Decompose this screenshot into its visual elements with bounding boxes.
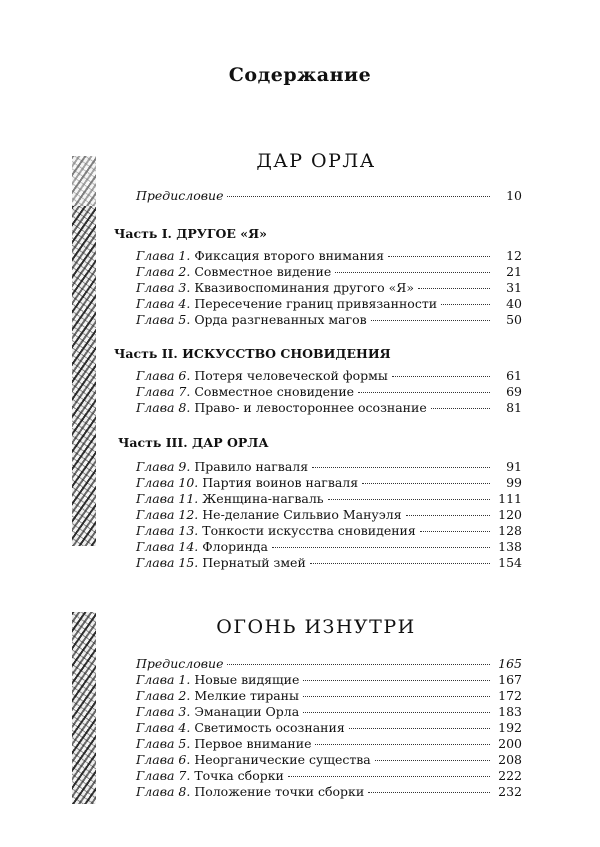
toc-row[interactable]	[136, 704, 522, 720]
page-number: 200	[498, 736, 522, 751]
dot-leader	[303, 680, 490, 681]
chapter-num: Глава 6.	[136, 368, 191, 383]
chapter-num: Глава 1.	[136, 672, 191, 687]
chapter-title: Светимость осознания	[194, 720, 345, 735]
dot-leader	[441, 304, 490, 305]
toc-row[interactable]	[136, 768, 522, 784]
page-number: 165	[498, 656, 522, 671]
chapter-num: Глава 8.	[136, 784, 191, 799]
toc-row[interactable]	[136, 656, 522, 672]
chapter-title: Положение точки сборки	[194, 784, 365, 799]
chapter-title: Право- и левостороннее осознание	[194, 400, 427, 415]
page-number: 69	[506, 384, 522, 399]
page-number: 61	[506, 368, 522, 383]
chapter-title: Совместное видение	[194, 264, 332, 279]
dot-leader	[303, 696, 490, 697]
chapter-num: Глава 5.	[136, 312, 191, 327]
chapter-num: Глава 3.	[136, 280, 191, 295]
ornament-strip-book1	[72, 206, 96, 546]
page-number: 208	[498, 752, 522, 767]
dot-leader	[362, 483, 490, 484]
dot-leader	[227, 196, 490, 197]
dot-leader	[272, 547, 490, 548]
chapter-num: Глава 10.	[136, 475, 199, 490]
toc-row[interactable]	[136, 312, 522, 328]
chapter-title: Правило нагваля	[194, 459, 309, 474]
chapter-num: Глава 5.	[136, 736, 191, 751]
toc-row[interactable]	[136, 555, 522, 571]
dot-leader	[349, 728, 490, 729]
chapter-title: Квазивоспоминания другого «Я»	[194, 280, 414, 295]
chapter-title: Женщина-нагваль	[202, 491, 324, 506]
toc-row[interactable]	[136, 264, 522, 280]
chapter-num: Глава 1.	[136, 248, 191, 263]
chapter-title: Тонкости искусства сновидения	[202, 523, 416, 538]
toc-row[interactable]	[136, 752, 522, 768]
toc-part-3	[136, 459, 522, 571]
page-number: 232	[498, 784, 522, 799]
page-number: 12	[506, 248, 522, 263]
chapter-title: Эманации Орла	[194, 704, 300, 719]
dot-leader	[358, 392, 490, 393]
chapter-num: Глава 3.	[136, 704, 191, 719]
chapter-title: Флоринда	[202, 539, 268, 554]
toc-row[interactable]	[136, 491, 522, 507]
chapter-title: Точка сборки	[194, 768, 284, 783]
chapter-num: Глава 4.	[136, 720, 191, 735]
toc-row[interactable]	[136, 539, 522, 555]
dot-leader	[328, 499, 490, 500]
part-heading-1: Часть I. ДРУГОЕ «Я»	[114, 226, 267, 241]
page-number: 183	[498, 704, 522, 719]
toc-row[interactable]	[136, 400, 522, 416]
toc-row[interactable]	[136, 296, 522, 312]
page-number: 31	[506, 280, 522, 295]
chapter-num: Глава 12.	[136, 507, 199, 522]
page-number: 40	[506, 296, 522, 311]
chapter-title: Пересечение границ привязанности	[194, 296, 438, 311]
toc-row[interactable]	[136, 720, 522, 736]
dot-leader	[315, 744, 490, 745]
dot-leader	[368, 792, 490, 793]
toc-row[interactable]	[136, 248, 522, 264]
chapter-num: Глава 11.	[136, 491, 199, 506]
toc-row[interactable]	[136, 280, 522, 296]
part-heading-2: Часть II. ИСКУССТВО СНОВИДЕНИЯ	[114, 346, 391, 361]
chapter-num: Глава 4.	[136, 296, 191, 311]
toc-row[interactable]	[136, 672, 522, 688]
page-number: 91	[506, 459, 522, 474]
page-number: 138	[498, 539, 522, 554]
toc-row[interactable]	[136, 475, 522, 491]
dot-leader	[288, 776, 490, 777]
toc-row[interactable]	[136, 507, 522, 523]
dot-leader	[303, 712, 490, 713]
dot-leader	[406, 515, 490, 516]
toc-row[interactable]	[136, 523, 522, 539]
chapter-title: Потеря человеческой формы	[194, 368, 388, 383]
chapter-title: Совместное сновидение	[194, 384, 355, 399]
chapter-title: Новые видящие	[194, 672, 300, 687]
preface-label: Предисловие	[136, 656, 224, 671]
chapter-num: Глава 14.	[136, 539, 199, 554]
ornament-strip-book2	[72, 612, 96, 804]
book-title-2: ОГОНЬ ИЗНУТРИ	[216, 616, 416, 638]
page-number: 99	[506, 475, 522, 490]
chapter-num: Глава 7.	[136, 384, 191, 399]
page-number: 21	[506, 264, 522, 279]
page-number: 50	[506, 312, 522, 327]
chapter-title: Пернатый змей	[202, 555, 306, 570]
toc-row[interactable]	[136, 188, 522, 204]
page-number: 167	[498, 672, 522, 687]
dot-leader	[420, 531, 490, 532]
page-number: 154	[498, 555, 522, 570]
book-title-1: ДАР ОРЛА	[256, 150, 376, 172]
chapter-num: Глава 13.	[136, 523, 199, 538]
chapter-title: Орда разгневанных магов	[194, 312, 367, 327]
toc-part-2	[136, 368, 522, 416]
page-title: Содержание	[228, 64, 372, 86]
chapter-title: Не-делание Сильвио Мануэля	[202, 507, 402, 522]
dot-leader	[388, 256, 490, 257]
chapter-num: Глава 2.	[136, 688, 191, 703]
dot-leader	[392, 376, 490, 377]
toc-row[interactable]	[136, 384, 522, 400]
dot-leader	[335, 272, 490, 273]
toc-row[interactable]	[136, 459, 522, 475]
dot-leader	[312, 467, 490, 468]
dot-leader	[431, 408, 490, 409]
toc-row[interactable]	[136, 736, 522, 752]
dot-leader	[371, 320, 490, 321]
chapter-num: Глава 9.	[136, 459, 191, 474]
part-heading-3: Часть III. ДАР ОРЛА	[118, 435, 269, 450]
chapter-title: Мелкие тираны	[194, 688, 299, 703]
chapter-num: Глава 7.	[136, 768, 191, 783]
toc-preface-1	[136, 188, 522, 204]
dot-leader	[418, 288, 490, 289]
page-number: 192	[498, 720, 522, 735]
chapter-title: Партия воинов нагваля	[202, 475, 359, 490]
toc-book-2	[136, 656, 522, 800]
page-number: 120	[498, 507, 522, 522]
chapter-num: Глава 2.	[136, 264, 191, 279]
page-number: 81	[506, 400, 522, 415]
ornament-strip-top	[72, 156, 96, 206]
page-number: 222	[498, 768, 522, 783]
chapter-title: Первое внимание	[194, 736, 312, 751]
chapter-title: Неорганические существа	[194, 752, 371, 767]
page-number: 128	[498, 523, 522, 538]
page-number: 10	[506, 188, 522, 203]
chapter-num: Глава 6.	[136, 752, 191, 767]
toc-row[interactable]	[136, 688, 522, 704]
chapter-num: Глава 8.	[136, 400, 191, 415]
preface-label: Предисловие	[136, 188, 224, 203]
dot-leader	[375, 760, 490, 761]
chapter-title: Фиксация второго внимания	[194, 248, 384, 263]
dot-leader	[310, 563, 490, 564]
page-number: 111	[498, 491, 522, 506]
page-number: 172	[498, 688, 522, 703]
chapter-num: Глава 15.	[136, 555, 199, 570]
toc-row[interactable]	[136, 368, 522, 384]
toc-row[interactable]	[136, 784, 522, 800]
dot-leader	[227, 664, 490, 665]
toc-part-1	[136, 248, 522, 328]
